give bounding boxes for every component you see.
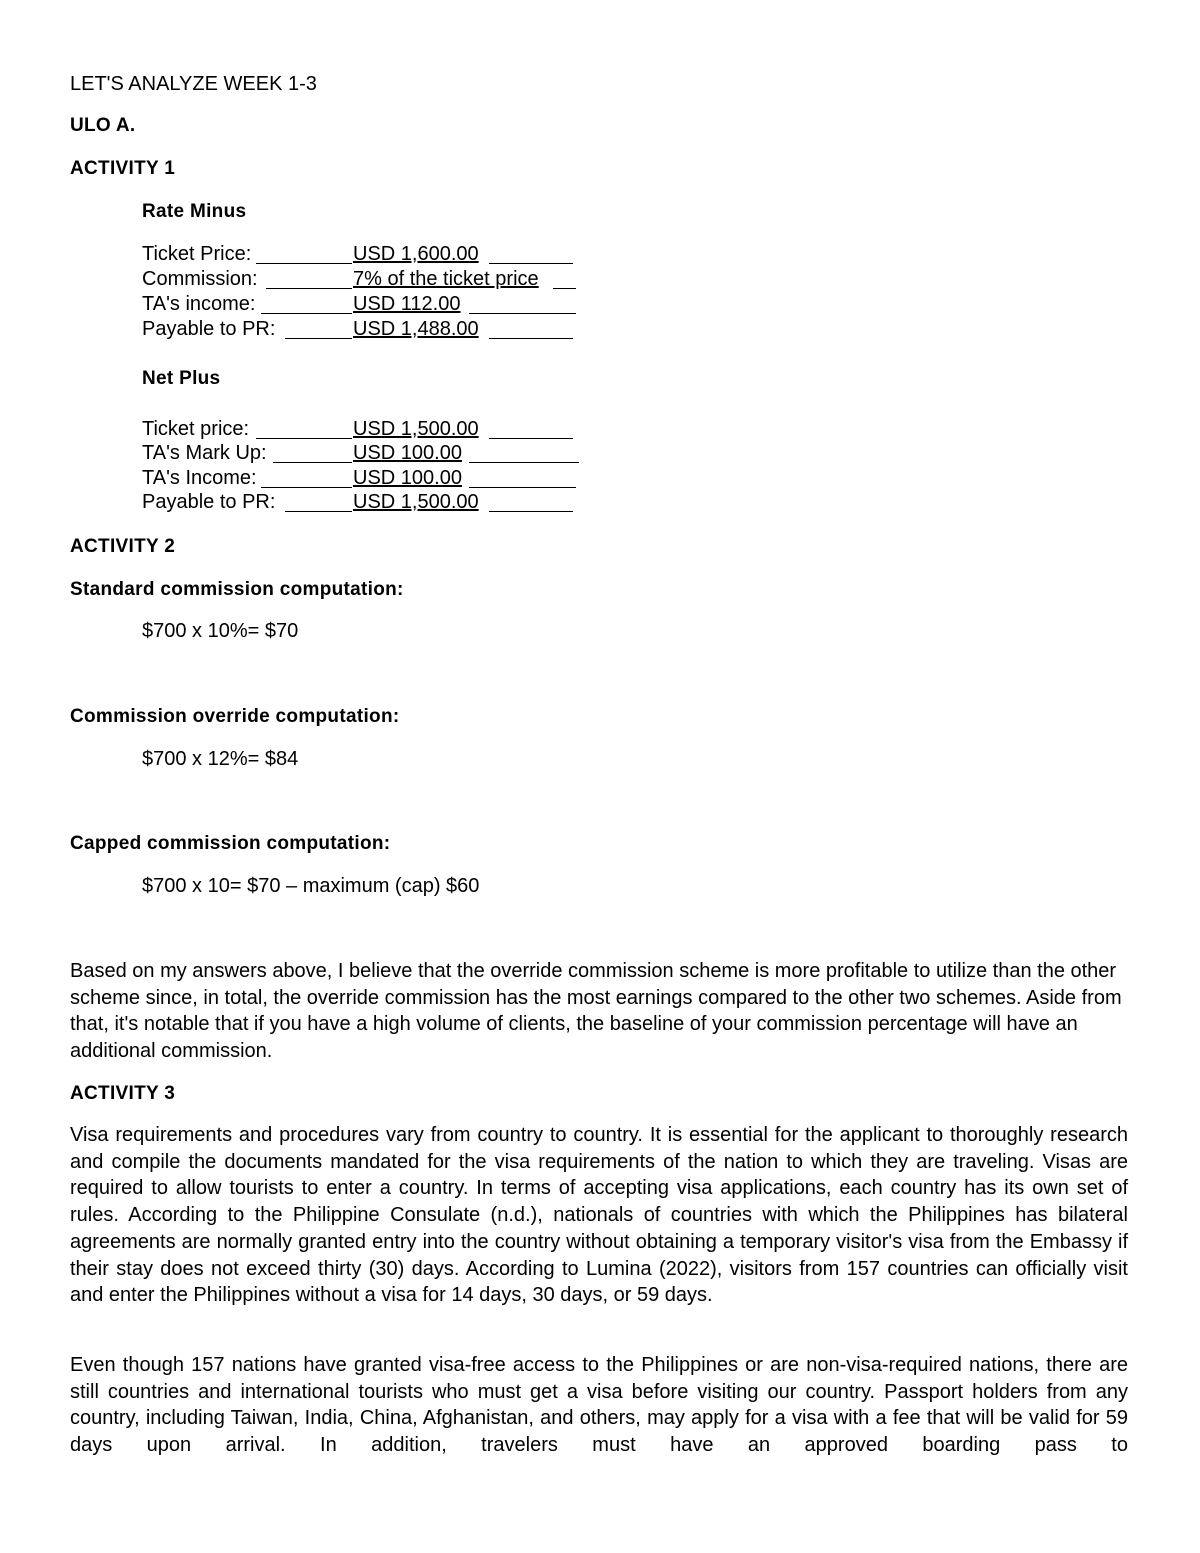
- row-value: USD 1,600.00: [353, 243, 479, 265]
- fill-line: [256, 438, 352, 439]
- row-label: Payable to PR:: [142, 318, 276, 340]
- override-commission-formula: $700 x 12%= $84: [142, 748, 299, 770]
- row-label: Ticket Price:: [142, 243, 252, 265]
- row-value: USD 1,500.00: [353, 491, 479, 513]
- row-label: TA's Mark Up:: [142, 442, 267, 464]
- override-commission-heading: Commission override computation:: [70, 706, 400, 727]
- standard-commission-formula: $700 x 10%= $70: [142, 620, 299, 642]
- rate-minus-heading: Rate Minus: [142, 201, 247, 222]
- net-plus-heading: Net Plus: [142, 368, 221, 389]
- row-value: USD 1,500.00: [353, 418, 479, 440]
- fill-line: [261, 313, 352, 314]
- fill-line: [285, 511, 352, 512]
- fill-line: [261, 487, 352, 488]
- standard-commission-heading: Standard commission computation:: [70, 579, 404, 600]
- capped-commission-heading: Capped commission computation:: [70, 833, 391, 854]
- fill-line: [469, 313, 576, 314]
- row-value: 7% of the ticket price: [353, 268, 539, 290]
- fill-line: [553, 288, 576, 289]
- fill-line: [489, 338, 573, 339]
- row-label: Payable to PR:: [142, 491, 276, 513]
- fill-line: [273, 462, 352, 463]
- document-title: LET'S ANALYZE WEEK 1-3: [70, 73, 317, 95]
- row-label: Commission:: [142, 268, 258, 290]
- fill-line: [489, 511, 573, 512]
- activity-3-paragraph-2: Even though 157 nations have granted visa-free access to the Philippines or are non-visa-required nations, there are still countries and international tourists who must get a visa before visiting our country. Passport holders from any country, including Taiwan, India, China, Afghanistan, and others, may apply for a visa with a fee that will be valid for 59 days upon arrival. In addition, travelers must have an approved boarding pass to: [70, 1354, 1128, 1457]
- activity-3-heading: ACTIVITY 3: [70, 1083, 176, 1104]
- fill-line: [266, 288, 352, 289]
- fill-line: [469, 462, 579, 463]
- fill-line: [489, 263, 573, 264]
- fill-line: [285, 338, 352, 339]
- row-label: TA's Income:: [142, 467, 257, 489]
- activity-1-heading: ACTIVITY 1: [70, 158, 176, 179]
- row-value: USD 100.00: [353, 467, 462, 489]
- row-label: Ticket price:: [142, 418, 250, 440]
- ulo-heading: ULO A.: [70, 115, 136, 136]
- activity-3-paragraph-1: Visa requirements and procedures vary from country to country. It is essential for the applicant to thoroughly research and compile the documents mandated for the visa requirements of the nation to which they are traveling. Visas are required to allow tourists to enter a country. In terms of accepting visa applications, each country has its own set of rules. According to the Philippine Consulate (n.d.), nationals of countries with which the Philippines has bilateral agreements are normally granted entry into the country without obtaining a temporary visitor's visa from the Embassy if their stay does not exceed thirty (30) days. According to Lumina (2022), visitors from 157 countries can officially visit and enter the Philippines without a visa for 14 days, 30 days, or 59 days.: [70, 1124, 1128, 1307]
- capped-commission-formula: $700 x 10= $70 – maximum (cap) $60: [142, 875, 480, 897]
- fill-line: [489, 438, 573, 439]
- row-value: USD 112.00: [353, 293, 461, 315]
- activity-2-heading: ACTIVITY 2: [70, 536, 176, 557]
- fill-line: [469, 487, 576, 488]
- activity-2-conclusion: Based on my answers above, I believe that the override commission scheme is more profitable to utilize than the other scheme since, in total, the override commission has the most earnings compared to the other two schemes. Aside from that, it's notable that if you have a high volume of clients, the baseline of your commission percentage will have an additional commission.: [70, 960, 1122, 1063]
- fill-line: [256, 263, 352, 264]
- row-label: TA's income:: [142, 293, 256, 315]
- row-value: USD 100.00: [353, 442, 462, 464]
- row-value: USD 1,488.00: [353, 318, 479, 340]
